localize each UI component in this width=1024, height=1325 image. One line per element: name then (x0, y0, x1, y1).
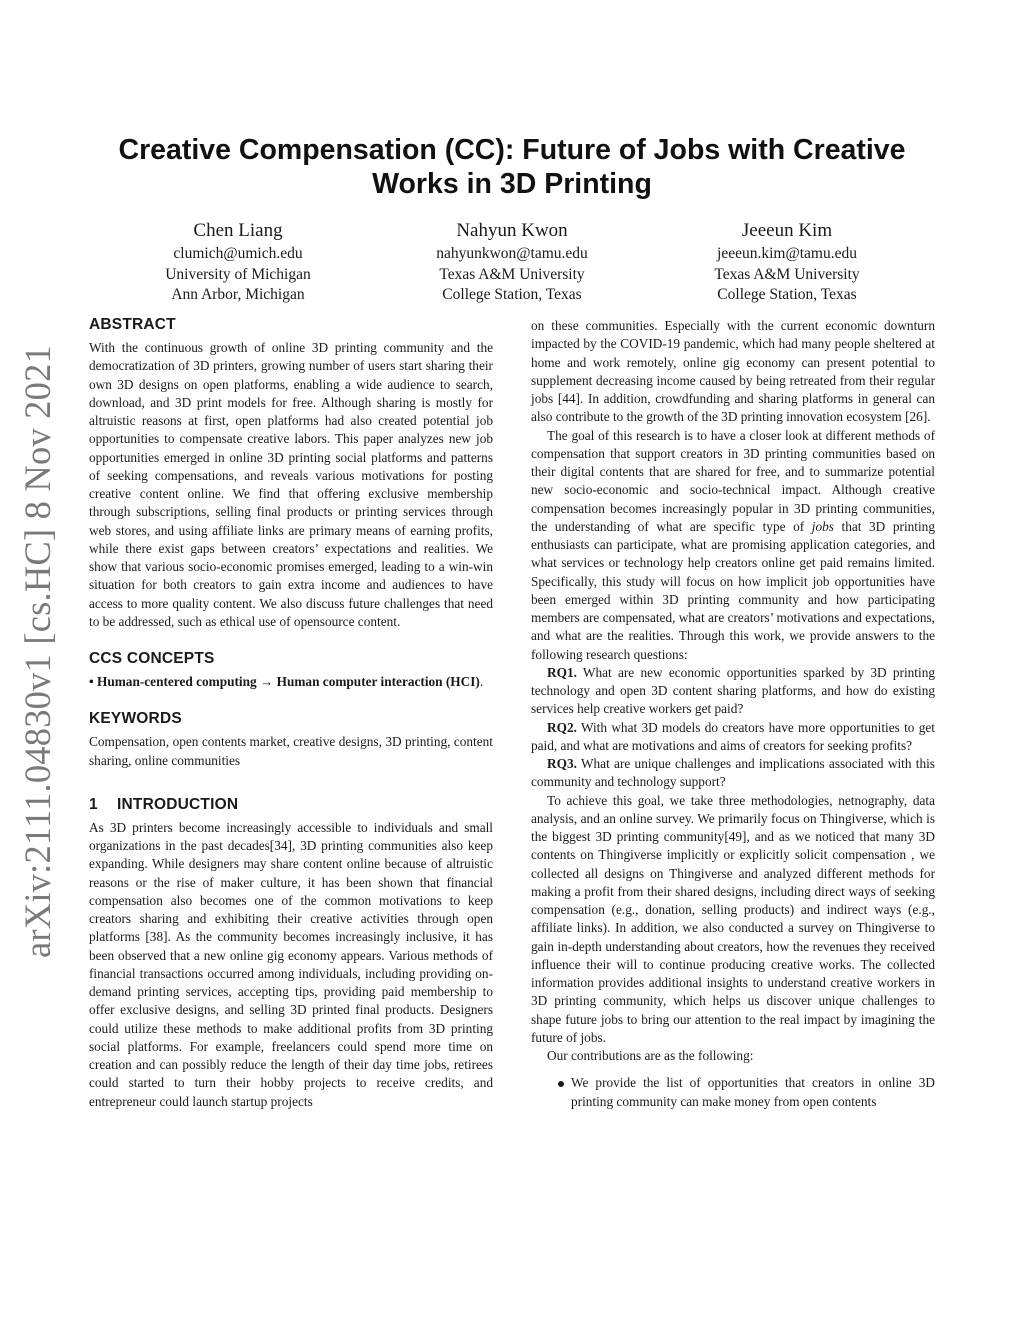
introduction-heading (89, 794, 493, 816)
methodology-paragraph: To achieve this goal, we take three methodologies, netnography, data analysis, and an online survey. We primarily focus on Thingiverse, which is the biggest 3D printing community[49], and as we noticed that many 3D contents on Thingiverse implicitly or explicitly solicit compensation , we collected all designs on Thingiverse and analyzed different methods for making a profit from their shared designs, including direct ways of seeking compensation (e.g., donation, selling products) and indirect ways (e.g., affiliate links). In addition, we also conducted a survey on Thingiverse to gain in-depth understanding about creators, how the revenues they received influence their will to continue producing creative works. The collected information provides additional insights to understand creative workers in 3D printing community, which helps us discover unique challenges to shape future jobs to bring our attention to the real impact by imagining the future of jobs. (531, 792, 935, 1045)
bullet-icon (558, 1081, 564, 1087)
contributions-intro: Our contributions are as the following: (547, 1048, 754, 1063)
research-question-1 (531, 664, 935, 719)
rq1-label: RQ1. (547, 664, 577, 680)
section-number: 1 (89, 795, 98, 813)
author-name: Chen Liang (193, 220, 283, 241)
rq1-text: What are new economic opportunities sparked by 3D printing technology and open 3D content sharing platforms, and how do existing services help creative workers get paid? (531, 664, 935, 717)
intro-paragraph-continued: on these communities. Especially with the current economic downturn impacted by the COVID-19 pandemic, which had many people sheltered at home and work remotely, online gig economy can present potential to supplement decreasing income caused by being retreated from their regular jobs [44]. In addition, crowdfunding and sharing platforms in general can also contribute to the growth of the 3D printing innovation ecosystem [26]. (531, 318, 935, 425)
intro-paragraph: As 3D printers become increasingly accessible to individuals and small organizations in the past decades[34], 3D printing communities also keep expanding. While designers may share content online because of altruistic reasons or the rise of maker culture, it has been shown that financial compensation also becomes one of the common motivations to keep creators sharing and exhibiting their creative activities through open platforms [38]. As the community becomes increasingly inclusive, it has been observed that a new online gig economy appears. Various methods of financial transactions occurred among individuals, including providing on-demand printing services, accepting tips, providing paid membership to offer exclusive designs, and selling 3D printed final products. Designers could utilize these methods to make additional profits from 3D printing social platforms. For example, freelancers could spend more time on creation and can possibly reduce the length of their day time jobs, retirees could started to turn their hobby projects to receive credits, and entrepreneur could launch startup projects (89, 819, 493, 1109)
abstract-text: With the continuous growth of online 3D printing community and the democratization of 3D printers, growing number of users start sharing their own 3D designs on open platforms, enabling a wide audience to search, download, and 3D print models for free. Although sharing is mostly for altruistic reasons at first, open platforms had also created potential job opportunities to compensate creative labors. This paper analyzes new job opportunities emerged in online 3D printing social platforms and patterns of seeking compensations, and reveals various motivations for posting creative content online. We find that offering exclusive membership through subscriptions, selling final products or printing services through web stores, and using affiliate links are primary means of earning profits, while there exist gaps between creators’ expectations and realities. We show that various socio-economic promises emerged, leading to a win-win situation for both creators to gain extra income and audiences to have access to more quality content. We also discuss future challenges that need to be addressed, such as ethical use of opensource content. (89, 340, 493, 629)
abstract-heading: ABSTRACT (89, 316, 176, 333)
author-affiliation: Texas A&M University (714, 265, 860, 283)
author-email: clumich@umich.edu (173, 245, 303, 262)
ccs-concept-text: • Human-centered computing → Human computer interaction (HCI) (89, 674, 480, 689)
paper-title: Creative Compensation (CC): Future of Jobs with Creative Works in 3D Printing (118, 134, 906, 200)
ccs-concepts (89, 673, 493, 691)
keywords-heading: KEYWORDS (89, 710, 182, 728)
keywords-text: Compensation, open contents market, creative designs, 3D printing, content sharing, online communities (89, 734, 493, 768)
rq2-label: RQ2. (547, 719, 577, 735)
author-email: jeeeun.kim@tamu.edu (717, 245, 857, 262)
rq2-text: With what 3D models do creators have more opportunities to get paid, and what are motivations and aims of creators for seeking profits? (531, 719, 935, 753)
author-location: Ann Arbor, Michigan (171, 286, 305, 303)
goal-text-start: The goal of this research is to have a closer look at different methods of compensation that support creators in 3D printing communities based on their digital contents that are shared for free, and to summarize potential new socio-economic and socio-technical impact. Although creative compensation becomes increasingly popular in 3D printing communities, the understanding of what are specific type of (531, 427, 935, 534)
rq3-label: RQ3. (547, 756, 577, 771)
rq3-text: What are unique challenges and implications associated with this community and technology support? (531, 756, 935, 790)
author-location: College Station, Texas (442, 286, 582, 303)
author-affiliation: University of Michigan (165, 265, 311, 283)
author-location: College Station, Texas (717, 286, 857, 303)
research-question-3 (531, 755, 935, 792)
left-column (89, 314, 493, 1111)
author-block (88, 218, 388, 306)
author-name: Nahyun Kwon (456, 220, 568, 241)
author-block (362, 218, 662, 306)
goal-text-end: that 3D printing enthusiasts can participate, what are promising application categories, and what services or technology help creators online get paid remains limited. Specifically, this study will focus on how implicit job opportunities have been emerged within 3D printing community and how participating members are compensated, what are creators’ motivations and expectations, and what are the realities. Through this work, we provide answers to the following research questions: (531, 518, 935, 662)
contribution-bullet (531, 1074, 935, 1111)
author-affiliation: Texas A&M University (439, 265, 585, 283)
author-block (637, 218, 937, 306)
goal-text-emphasis: jobs (811, 518, 834, 534)
author-name: Jeeeun Kim (741, 220, 833, 241)
intro-goal-paragraph (531, 427, 935, 664)
author-email: nahyunkwon@tamu.edu (436, 245, 588, 262)
contribution-text: We provide the list of opportunities that creators in online 3D printing community can make money from open contents (571, 1075, 935, 1109)
research-question-2 (531, 719, 935, 756)
right-column (531, 317, 935, 1111)
arxiv-identifier: arXiv:2111.04830v1 [cs.HC] 8 Nov 2021 (17, 345, 58, 958)
ccs-heading: CCS CONCEPTS (89, 650, 215, 667)
section-title: INTRODUCTION (117, 795, 239, 813)
ccs-period: . (479, 674, 484, 689)
